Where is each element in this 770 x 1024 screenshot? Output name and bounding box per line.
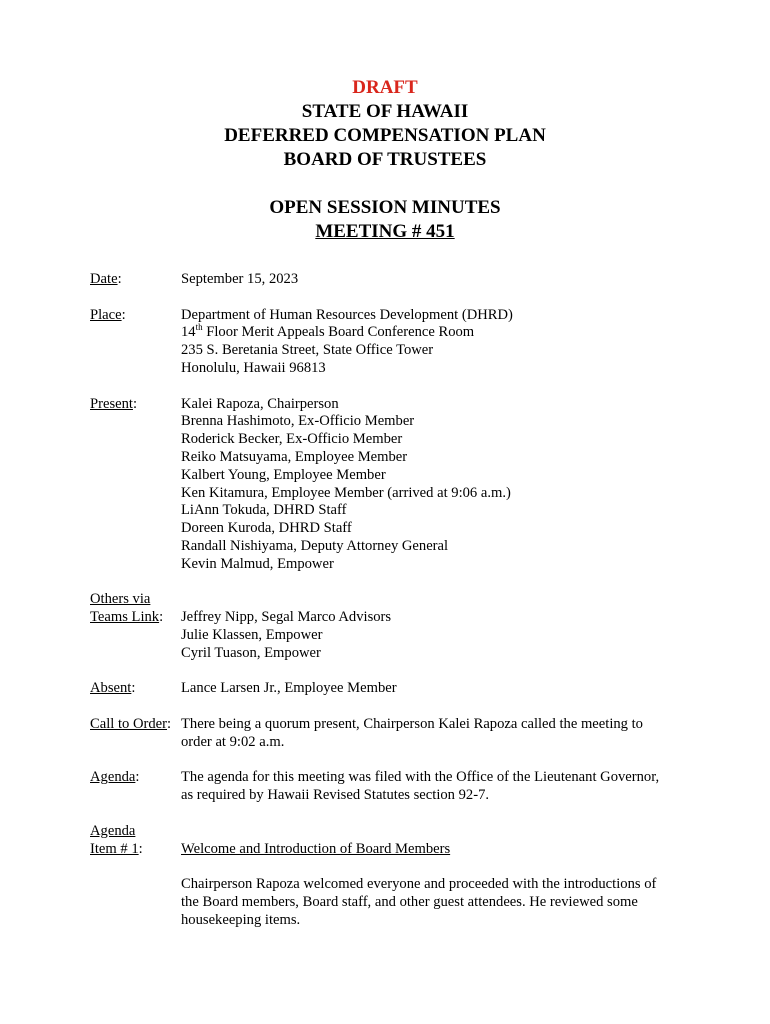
minutes-title: OPEN SESSION MINUTES — [269, 197, 501, 218]
place-label: Place — [90, 306, 122, 323]
attendee: Kalei Rapoza, Chairperson — [181, 395, 339, 412]
others-label-2: Teams Link — [90, 609, 160, 626]
attendee: Kalbert Young, Employee Member — [181, 466, 386, 483]
place-section: Place: Department of Human Resources Development (DHRD) 14th Floor Merit Appeals Board Conference Room 235 S. Beretania Street, State Office Tower Honolulu, Hawaii 96813 — [90, 307, 690, 378]
call-to-order-label: Call to Order — [90, 715, 168, 732]
draft-label: DRAFT — [352, 77, 418, 98]
paragraph-line: housekeeping items. — [181, 911, 301, 928]
absent-section: Absent: Lance Larsen Jr., Employee Member — [90, 680, 690, 698]
agenda-item-label-1: Agenda — [90, 822, 136, 839]
meeting-number: MEETING # 451 — [315, 221, 455, 242]
agenda-line-1: The agenda for this meeting was filed with the Office of the Lieutenant Governor, — [181, 769, 660, 786]
absent-value: Lance Larsen Jr., Employee Member — [181, 680, 397, 697]
absent-label: Absent — [90, 680, 132, 697]
agenda-item-1-title: Welcome and Introduction of Board Members — [181, 840, 451, 857]
guest: Jeffrey Nipp, Segal Marco Advisors — [181, 609, 392, 626]
others-list — [181, 609, 690, 662]
others-section — [90, 591, 690, 609]
call-to-order-line-1: There being a quorum present, Chairperson Kalei Rapoza called the meeting to — [181, 715, 643, 732]
attendee: Brenna Hashimoto, Ex-Officio Member — [181, 413, 415, 430]
date-label: Date — [90, 271, 118, 287]
place-line-1: Department of Human Resources Development (DHRD) — [181, 306, 513, 323]
document-header — [0, 76, 770, 244]
guest: Cyril Tuason, Empower — [181, 644, 321, 661]
agenda-label: Agenda — [90, 769, 136, 786]
attendee: Roderick Becker, Ex-Officio Member — [181, 431, 403, 448]
plan-title: DEFERRED COMPENSATION PLAN — [224, 125, 546, 146]
agenda-section: Agenda: The agenda for this meeting was filed with the Office of the Lieutenant Governor, as required by Hawaii Revised Statutes section 92-7. — [90, 769, 690, 805]
agenda-item-1-section — [90, 823, 690, 841]
paragraph-line: Chairperson Rapoza welcomed everyone and proceeded with the introductions of — [181, 876, 657, 893]
agenda-item-label-2: Item # 1 — [90, 840, 139, 857]
agenda-item-1-paragraph — [181, 876, 690, 929]
attendee: Ken Kitamura, Employee Member (arrived at 9:06 a.m.) — [181, 484, 511, 501]
place-line-2: 14th Floor Merit Appeals Board Conference Room — [181, 322, 475, 341]
present-list — [181, 396, 690, 574]
call-to-order-line-2: order at 9:02 a.m. — [181, 733, 285, 750]
place-line-3: 235 S. Beretania Street, State Office Tower — [181, 342, 434, 359]
minutes-body: Date: September 15, 2023 Place: Department of Human Resources Development (DHRD) 14th Floor Merit Appeals Board Conference Room 235 S. Beretania Street, State Office Tower Honolulu, Hawaii 96813 Present: Kalei Rapoza, Chairperson Brenna Hashimoto, Ex-Officio Member Roderick Becker, Ex-Officio Member Reiko Matsuyama, Employee Member Kalbert Young, Employee Member Ken Kitamura, Employee Member (arrived at 9:06 a.m.) LiAnn Tokuda, DHRD Staff Doreen Kuroda, DHRD Staff Randall Nishiyama, Deputy Attorney General Kevin Malmud, Empower Others via Teams Link: Jeffrey Nipp, Segal Marco Advisors Julie Klassen, Empower Cyril Tuason, Empower Absent: Lance Larsen Jr., Employee Member Call to Order: There being a quorum present, Chairperson Kalei Rapoza called the meeting to order at 9:02 a.m. Agenda: The agenda for this meeting was filed with the Office of the Lieutenant Governor, as required by Hawaii Revised Statutes section 92-7. Agenda Item # 1: Welcome and Introduction of Board Members Chairperson Rapoza welcomed everyone and proceeded with the introductions of the Board members, Board staff, and other guest attendees. He reviewed some housekeeping items. — [90, 271, 690, 929]
attendee: Kevin Malmud, Empower — [181, 555, 334, 572]
date-value: September 15, 2023 — [181, 271, 299, 287]
date-section: Date: September 15, 2023 — [90, 271, 690, 289]
place-line-4: Honolulu, Hawaii 96813 — [181, 359, 326, 376]
agenda-line-2: as required by Hawaii Revised Statutes section 92-7. — [181, 787, 490, 804]
present-label: Present — [90, 395, 133, 412]
attendee: Reiko Matsuyama, Employee Member — [181, 448, 408, 465]
board-title: BOARD OF TRUSTEES — [283, 149, 487, 170]
attendee: Doreen Kuroda, DHRD Staff — [181, 520, 352, 537]
attendee: Randall Nishiyama, Deputy Attorney General — [181, 537, 449, 554]
paragraph-line: the Board members, Board staff, and other guest attendees. He reviewed some — [181, 893, 638, 910]
guest: Julie Klassen, Empower — [181, 626, 323, 643]
others-label-1: Others via — [90, 591, 151, 608]
call-to-order-section: Call to Order: There being a quorum present, Chairperson Kalei Rapoza called the meeting to order at 9:02 a.m. — [90, 716, 690, 752]
state-title: STATE OF HAWAII — [301, 101, 469, 122]
attendee: LiAnn Tokuda, DHRD Staff — [181, 502, 347, 519]
present-section: Present: Kalei Rapoza, Chairperson Brenna Hashimoto, Ex-Officio Member Roderick Becker, Ex-Officio Member Reiko Matsuyama, Employee Member Kalbert Young, Employee Member Ken Kitamura, Employee Member (arrived at 9:06 a.m.) LiAnn Tokuda, DHRD Staff Doreen Kuroda, DHRD Staff Randall Nishiyama, Deputy Attorney General Kevin Malmud, Empower — [90, 396, 690, 574]
